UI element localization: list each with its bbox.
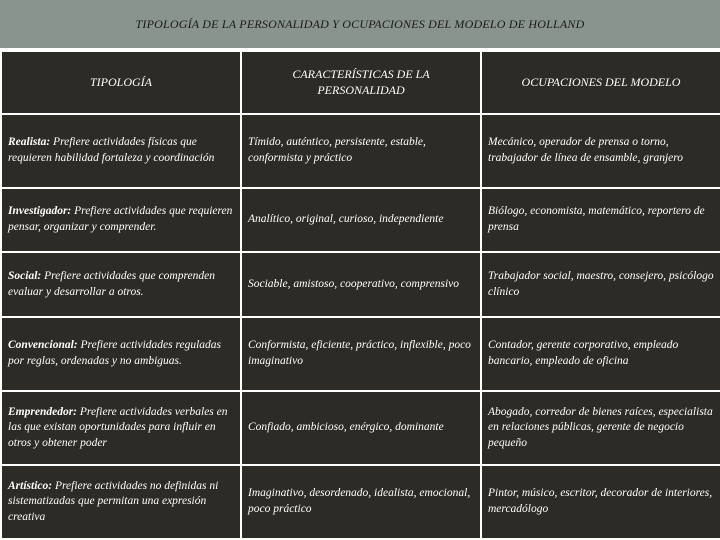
occupations-cell: Mecánico, operador de prensa o torno, trabajador de línea de ensamble, granjero: [481, 114, 720, 188]
typology-description: Prefiere actividades que comprenden evaluar y desarrollar a otros.: [8, 270, 215, 298]
typology-name: Investigador:: [8, 205, 72, 218]
table-row: [1, 252, 720, 317]
traits-cell: Conformista, eficiente, práctico, inflexible, poco imaginativo: [241, 317, 481, 391]
holland-typology-table: [0, 50, 720, 540]
typology-name: Social:: [8, 270, 42, 283]
typology-name: Convencional:: [8, 339, 78, 352]
typology-cell: [1, 252, 241, 317]
typology-description: Prefiere actividades que requieren pensar, organizar y comprender.: [8, 205, 233, 233]
header-row: [1, 51, 720, 114]
traits-cell: Tímido, auténtico, persistente, estable, conformista y práctico: [241, 114, 481, 188]
typology-cell: [1, 317, 241, 391]
occupations-cell: Trabajador social, maestro, consejero, psicólogo clínico: [481, 252, 720, 317]
traits-cell: Analítico, original, curioso, independiente: [241, 188, 481, 253]
occupations-cell: Pintor, músico, escritor, decorador de interiores, mercadólogo: [481, 465, 720, 539]
typology-name: Artístico:: [8, 479, 53, 492]
typology-cell: [1, 188, 241, 253]
occupations-cell: Biólogo, economista, matemático, reportero de prensa: [481, 188, 720, 253]
typology-description: Prefiere actividades verbales en las que existan oportunidades para influir en otros y obtener poder: [8, 405, 228, 449]
header-tipologia: TIPOLOGÍA: [1, 51, 241, 114]
occupations-cell: Contador, gerente corporativo, empleado bancario, empleado de oficina: [481, 317, 720, 391]
traits-cell: Sociable, amistoso, cooperativo, comprensivo: [241, 252, 481, 317]
typology-cell: [1, 391, 241, 465]
occupations-cell: Abogado, corredor de bienes raíces, especialista en relaciones públicas, gerente de negocio pequeño: [481, 391, 720, 465]
table-row: [1, 188, 720, 253]
table-row: [1, 391, 720, 465]
typology-description: Prefiere actividades físicas que requieren habilidad fortaleza y coordinación: [8, 136, 215, 164]
typology-name: Emprendedor:: [8, 405, 77, 418]
typology-cell: [1, 114, 241, 188]
header-caracteristicas: CARACTERÍSTICAS DE LA PERSONALIDAD: [241, 51, 481, 114]
typology-name: Realista:: [8, 136, 51, 149]
header-ocupaciones: OCUPACIONES DEL MODELO: [481, 51, 720, 114]
typology-description: Prefiere actividades reguladas por reglas, ordenadas y no ambiguas.: [8, 339, 222, 367]
traits-cell: Confiado, ambicioso, enérgico, dominante: [241, 391, 481, 465]
table-row: [1, 465, 720, 539]
table-row: [1, 317, 720, 391]
table-title: TIPOLOGÍA DE LA PERSONALIDAD Y OCUPACIONES DEL MODELO DE HOLLAND: [135, 16, 585, 31]
table-row: [1, 114, 720, 188]
typology-cell: [1, 465, 241, 539]
traits-cell: Imaginativo, desordenado, idealista, emocional, poco práctico: [241, 465, 481, 539]
table-title-bar: [0, 0, 720, 50]
typology-description: Prefiere actividades no definidas ni sistematizadas que permitan una expresión creativa: [8, 479, 219, 523]
